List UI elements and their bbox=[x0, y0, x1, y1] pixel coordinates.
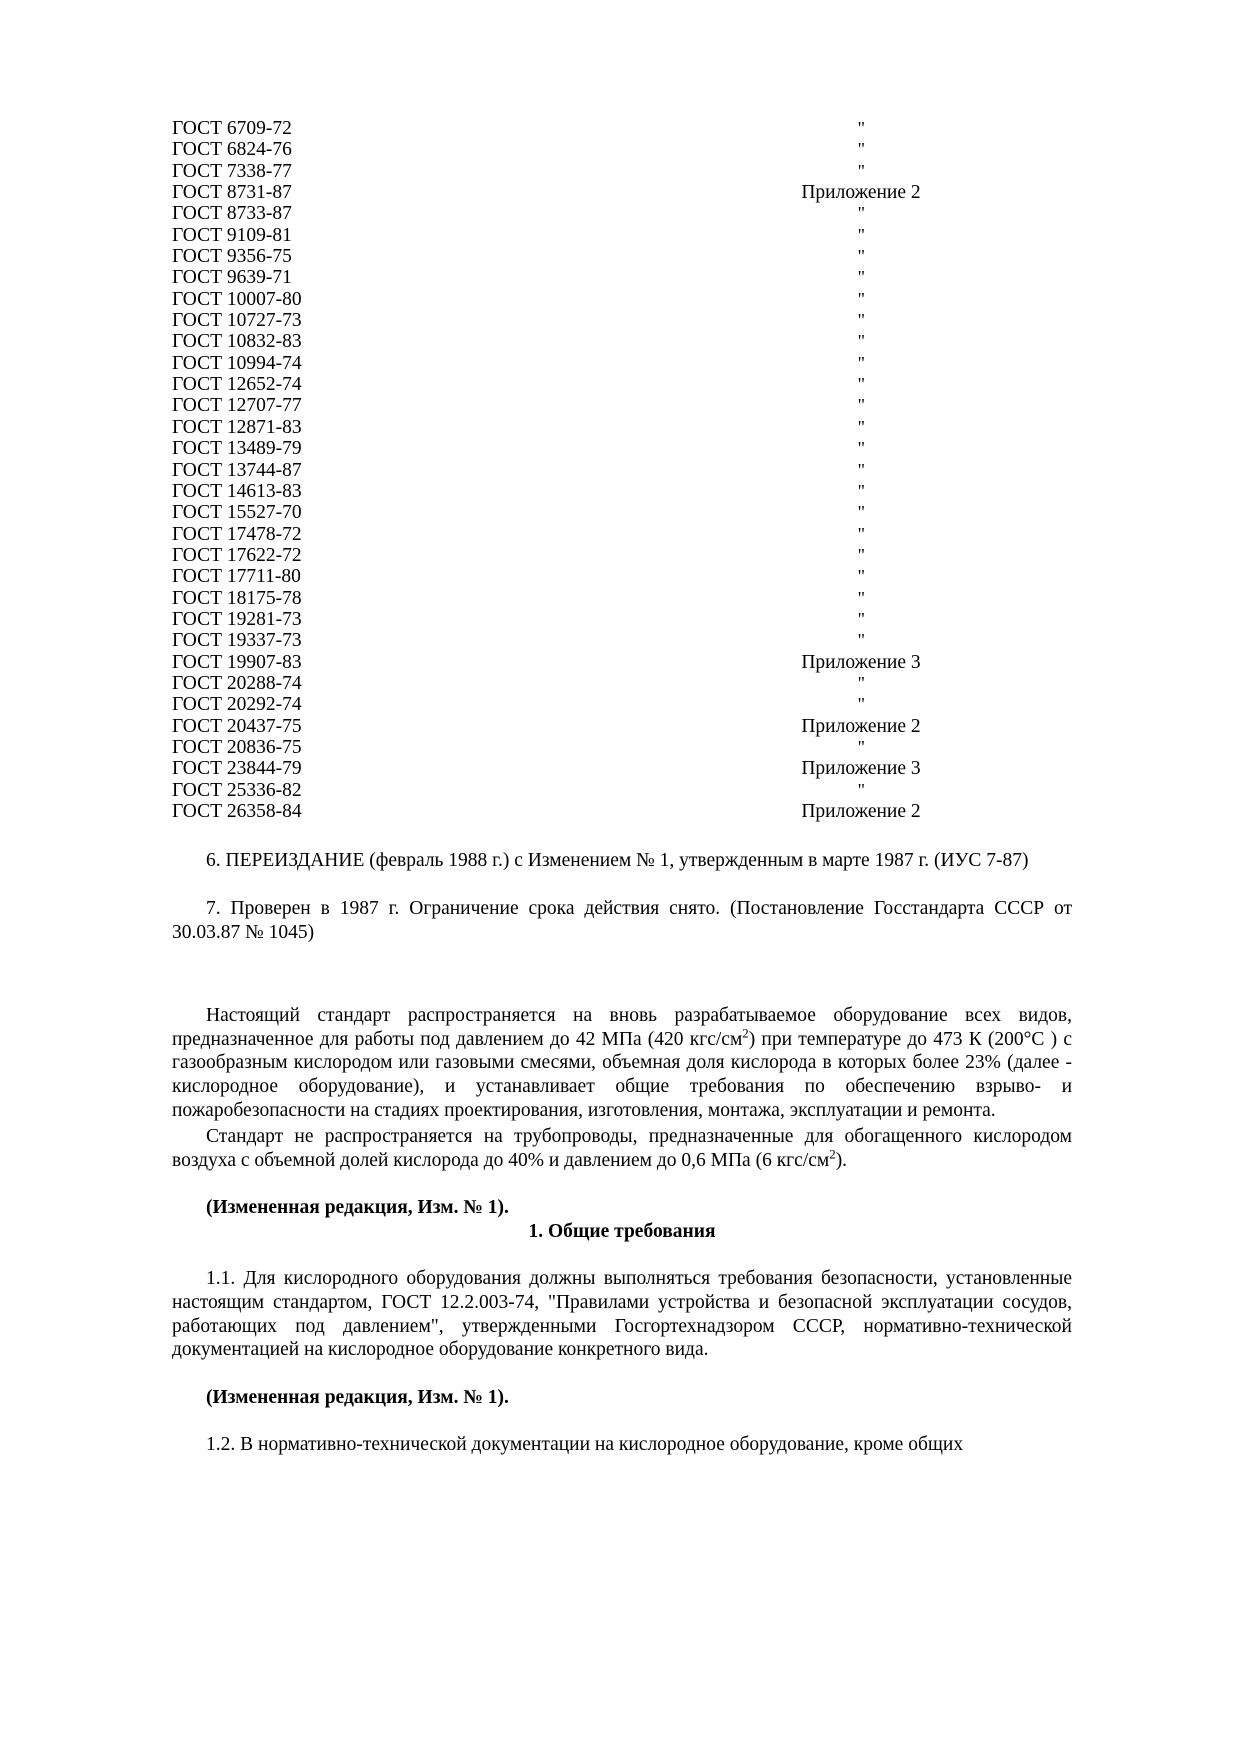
gost-appendix-ref: Приложение 2 bbox=[801, 801, 921, 822]
gost-code: ГОСТ 7338-77 bbox=[172, 160, 292, 182]
table-row bbox=[172, 524, 1072, 545]
table-row bbox=[172, 566, 1072, 587]
gost-code: ГОСТ 10727-73 bbox=[172, 310, 302, 332]
gost-reference-list bbox=[172, 118, 1072, 822]
gost-code: ГОСТ 18175-78 bbox=[172, 587, 302, 609]
table-row bbox=[172, 673, 1072, 694]
gost-appendix-ref: " bbox=[857, 630, 865, 651]
table-row bbox=[172, 395, 1072, 416]
gost-appendix-ref: " bbox=[857, 267, 865, 288]
gost-appendix-ref: " bbox=[857, 395, 865, 416]
gost-appendix-ref: Приложение 3 bbox=[801, 758, 921, 780]
gost-appendix-ref: " bbox=[857, 608, 865, 629]
gost-code: ГОСТ 8733-87 bbox=[172, 203, 292, 225]
gost-code: ГОСТ 20836-75 bbox=[172, 736, 302, 758]
gost-appendix-ref: " bbox=[857, 374, 865, 395]
gost-appendix-ref: " bbox=[857, 352, 865, 373]
gost-code: ГОСТ 20288-74 bbox=[172, 672, 302, 694]
scope-paragraph-2-text-part2: ). bbox=[835, 1149, 848, 1171]
table-row bbox=[172, 374, 1072, 395]
note-item-7: 7. Проверен в 1987 г. Ограничение срока действия снято. (Постановление Госстандарта СССР от 30.03.87 № 1045) bbox=[172, 897, 1072, 943]
scope-paragraph-1-text-part2: ) при температуре до 473 К (200°С ) с газообразным кислородом или газовыми смесями, объемная доля кислорода в которых более 23% (далее - кислородное оборудование), и устанавливает общие требования по обеспечению взрыво- и пожаробезопасности на стадиях проектирования, изготовления, монтажа, эксплуатации и ремонта. bbox=[172, 1028, 1072, 1121]
table-row bbox=[172, 225, 1072, 246]
table-row bbox=[172, 652, 1072, 673]
gost-appendix-ref: " bbox=[857, 416, 865, 437]
clause-1-2: 1.2. В нормативно-технической документации на кислородное оборудование, кроме общих bbox=[206, 1434, 964, 1456]
gost-code: ГОСТ 13489-79 bbox=[172, 438, 302, 460]
revision-note-clause-1-1: (Измененная редакция, Изм. № 1). bbox=[206, 1386, 509, 1408]
clause-1-1: 1.1. Для кислородного оборудования должны выполняться требования безопасности, установленные настоящим стандартом, ГОСТ 12.2.003-74, "Правилами устройства и безопасной эксплуатации сосудов, работающих под давлением", утвержденными Госгортехнадзором СССР, нормативно-технической документацией на кислородное оборудование конкретного вида. bbox=[172, 1268, 1072, 1361]
gost-appendix-ref: " bbox=[857, 523, 865, 544]
table-row bbox=[172, 417, 1072, 438]
gost-code: ГОСТ 6824-76 bbox=[172, 139, 292, 161]
scope-paragraph-2 bbox=[172, 1125, 1072, 1172]
gost-code: ГОСТ 9356-75 bbox=[172, 246, 292, 268]
gost-code: ГОСТ 17478-72 bbox=[172, 523, 302, 545]
table-row bbox=[172, 801, 1072, 822]
gost-code: ГОСТ 23844-79 bbox=[172, 758, 302, 780]
gost-code: ГОСТ 26358-84 bbox=[172, 801, 302, 822]
scope-paragraph-2-text-part1: Стандарт не распространяется на трубопроводы, предназначенные для обогащенного кислородом воздуха с объемной долей кислорода до 40% и давлением до 0,6 МПа (6 кгс/см bbox=[172, 1126, 1072, 1171]
gost-appendix-ref: " bbox=[857, 139, 865, 160]
table-row bbox=[172, 481, 1072, 502]
gost-code: ГОСТ 10832-83 bbox=[172, 331, 302, 353]
table-row bbox=[172, 182, 1072, 203]
table-row bbox=[172, 289, 1072, 310]
note-item-6: 6. ПЕРЕИЗДАНИЕ (февраль 1988 г.) с Изменением № 1, утвержденным в марте 1987 г. (ИУС 7-87) bbox=[206, 850, 1029, 872]
gost-appendix-ref: " bbox=[857, 203, 865, 224]
gost-code: ГОСТ 19337-73 bbox=[172, 630, 302, 652]
table-row bbox=[172, 161, 1072, 182]
gost-code: ГОСТ 12707-77 bbox=[172, 395, 302, 417]
gost-code: ГОСТ 20437-75 bbox=[172, 715, 302, 737]
gost-appendix-ref: Приложение 2 bbox=[801, 182, 921, 204]
gost-appendix-ref: " bbox=[857, 438, 865, 459]
gost-code: ГОСТ 19907-83 bbox=[172, 651, 302, 673]
gost-reference-list-body bbox=[172, 118, 1072, 822]
table-row bbox=[172, 694, 1072, 715]
superscript-squared: 2 bbox=[829, 1147, 836, 1162]
table-row bbox=[172, 588, 1072, 609]
table-row bbox=[172, 310, 1072, 331]
gost-code: ГОСТ 9109-81 bbox=[172, 224, 292, 246]
gost-appendix-ref: " bbox=[857, 118, 865, 138]
gost-appendix-ref: " bbox=[857, 288, 865, 309]
gost-appendix-ref: Приложение 2 bbox=[801, 715, 921, 737]
gost-code: ГОСТ 10007-80 bbox=[172, 288, 302, 310]
table-row bbox=[172, 246, 1072, 267]
gost-appendix-ref: " bbox=[857, 502, 865, 523]
gost-code: ГОСТ 14613-83 bbox=[172, 480, 302, 502]
gost-appendix-ref: " bbox=[857, 331, 865, 352]
gost-appendix-ref: " bbox=[857, 587, 865, 608]
table-row bbox=[172, 502, 1072, 523]
table-row bbox=[172, 203, 1072, 224]
table-row bbox=[172, 331, 1072, 352]
gost-code: ГОСТ 12871-83 bbox=[172, 416, 302, 438]
table-row bbox=[172, 267, 1072, 288]
table-row bbox=[172, 758, 1072, 779]
table-row bbox=[172, 609, 1072, 630]
table-row bbox=[172, 780, 1072, 801]
gost-appendix-ref: " bbox=[857, 566, 865, 587]
table-row bbox=[172, 353, 1072, 374]
gost-code: ГОСТ 10994-74 bbox=[172, 352, 302, 374]
table-row bbox=[172, 118, 1072, 139]
gost-appendix-ref: " bbox=[857, 310, 865, 331]
gost-appendix-ref: " bbox=[857, 544, 865, 565]
gost-appendix-ref: " bbox=[857, 736, 865, 757]
table-row bbox=[172, 139, 1072, 160]
gost-code: ГОСТ 12652-74 bbox=[172, 374, 302, 396]
gost-code: ГОСТ 9639-71 bbox=[172, 267, 292, 289]
section-1-heading: 1. Общие требования bbox=[528, 1220, 716, 1242]
gost-appendix-ref: " bbox=[857, 160, 865, 181]
revision-note-scope: (Измененная редакция, Изм. № 1). bbox=[206, 1197, 509, 1219]
gost-appendix-ref: " bbox=[857, 779, 865, 800]
gost-code: ГОСТ 20292-74 bbox=[172, 694, 302, 716]
table-row bbox=[172, 630, 1072, 651]
gost-code: ГОСТ 13744-87 bbox=[172, 459, 302, 481]
gost-code: ГОСТ 17622-72 bbox=[172, 544, 302, 566]
gost-code: ГОСТ 19281-73 bbox=[172, 608, 302, 630]
superscript-squared: 2 bbox=[742, 1026, 749, 1041]
gost-code: ГОСТ 25336-82 bbox=[172, 779, 302, 801]
scope-paragraph-1-text-part1: Настоящий стандарт распространяется на вновь разрабатываемое оборудование всех видов, предназначенное для работы под давлением до 42 МПа (420 кгс/см bbox=[172, 1005, 1072, 1050]
gost-appendix-ref: " bbox=[857, 246, 865, 267]
table-row bbox=[172, 737, 1072, 758]
gost-appendix-ref: " bbox=[857, 694, 865, 715]
gost-appendix-ref: " bbox=[857, 459, 865, 480]
gost-appendix-ref: " bbox=[857, 480, 865, 501]
scope-paragraph-1 bbox=[172, 1004, 1072, 1122]
gost-appendix-ref: Приложение 3 bbox=[801, 651, 921, 673]
gost-code: ГОСТ 8731-87 bbox=[172, 182, 292, 204]
table-row bbox=[172, 438, 1072, 459]
gost-appendix-ref: " bbox=[857, 672, 865, 693]
gost-code: ГОСТ 17711-80 bbox=[172, 566, 301, 588]
gost-code: ГОСТ 15527-70 bbox=[172, 502, 302, 524]
gost-code: ГОСТ 6709-72 bbox=[172, 118, 292, 139]
gost-appendix-ref: " bbox=[857, 224, 865, 245]
table-row bbox=[172, 545, 1072, 566]
table-row bbox=[172, 716, 1072, 737]
table-row bbox=[172, 460, 1072, 481]
